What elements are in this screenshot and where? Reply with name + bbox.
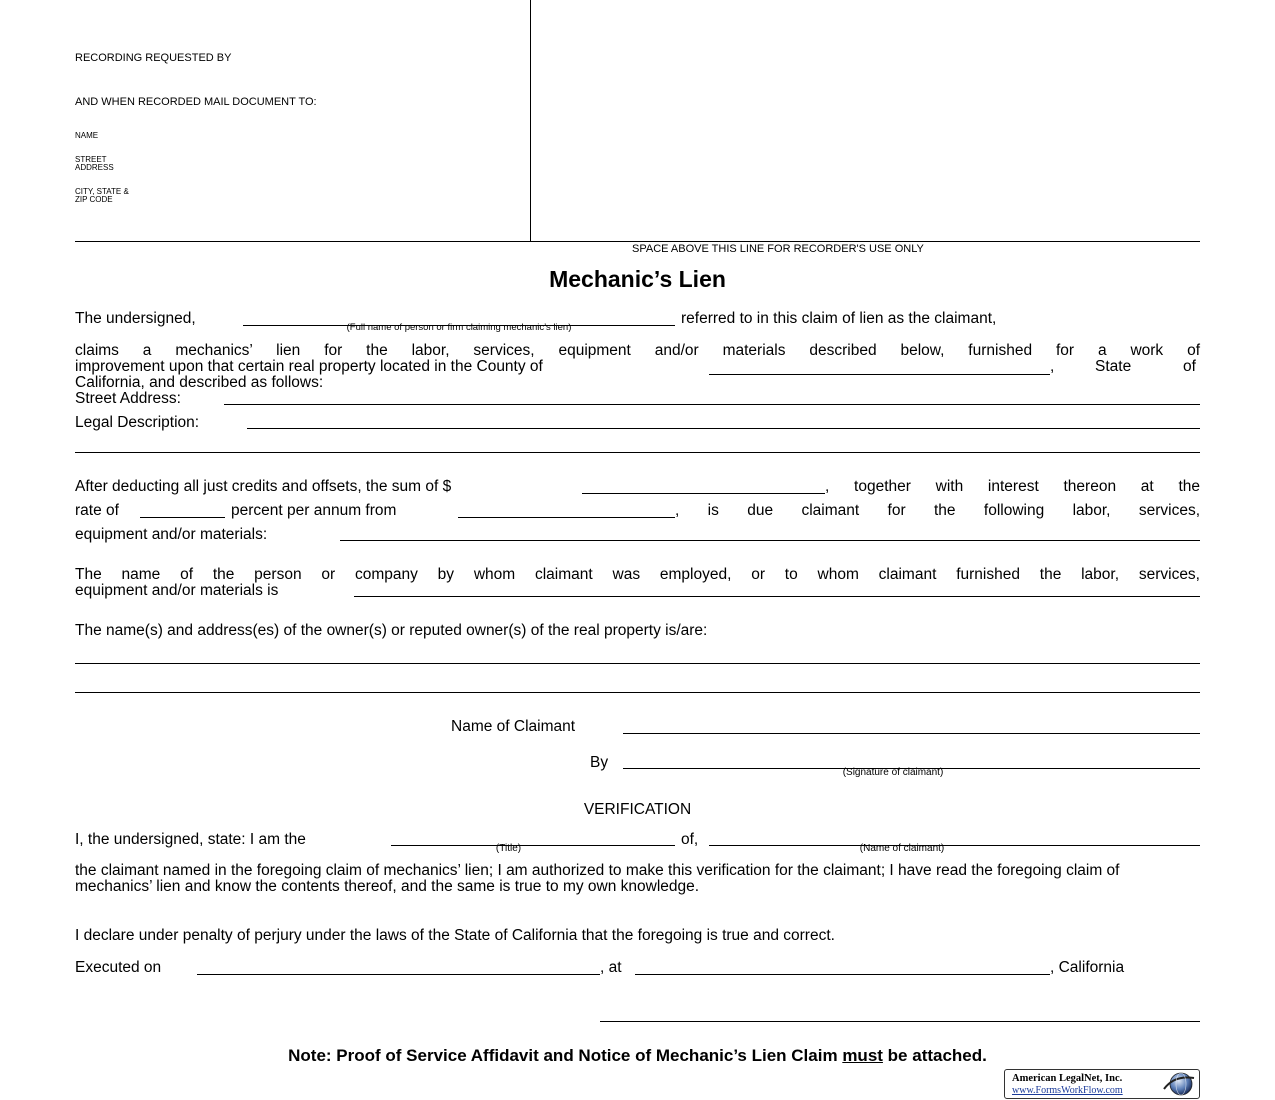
sum-interest-text: , together with interest thereon at the [825, 478, 1200, 495]
executed-place-field[interactable] [635, 956, 1050, 975]
city-label-line1: CITY, STATE & [75, 187, 129, 196]
globe-icon [1162, 1071, 1196, 1097]
sum-amount-field[interactable] [582, 475, 825, 494]
street-address-field[interactable] [224, 386, 1200, 405]
employer-line2: equipment and/or materials is [75, 582, 279, 599]
interest-from-date-field[interactable] [458, 499, 675, 518]
name-of-claimant-field[interactable] [623, 715, 1200, 734]
county-label: improvement upon that certain real property located in the County of [75, 358, 543, 375]
undersigned-label: The undersigned, [75, 310, 196, 327]
rate-of-label: rate of [75, 502, 119, 519]
by-label: By [590, 754, 609, 771]
materials-label: equipment and/or materials: [75, 526, 268, 543]
note-prefix: Note: Proof of Service Affidavit and Notice of Mechanic’s Lien Claim [288, 1046, 838, 1065]
note-suffix: be attached. [887, 1046, 987, 1065]
claim-line3: California, and described as follows: [75, 374, 324, 391]
logo-company: American LegalNet, Inc. [1012, 1073, 1123, 1084]
county-comma: , [1050, 358, 1055, 375]
legal-description-label: Legal Description: [75, 414, 200, 431]
mail-document-to: AND WHEN RECORDED MAIL DOCUMENT TO: [75, 96, 317, 108]
verification-intro: I, the undersigned, state: I am the [75, 831, 306, 848]
city-label-line2: ZIP CODE [75, 195, 113, 204]
owners-label: The name(s) and address(es) of the owner(s) or reputed owner(s) of the real property is/are: [75, 622, 708, 639]
name-label: NAME [75, 131, 99, 140]
california-label: , California [1050, 959, 1125, 976]
header-vertical-divider [530, 0, 531, 242]
note-emphasis: must [842, 1046, 883, 1065]
interest-rate-field[interactable] [140, 499, 225, 518]
state-label: State [1095, 358, 1132, 375]
recorder-space-line [75, 241, 1200, 242]
attachment-note [0, 1046, 1275, 1066]
penalty-declaration: I declare under penalty of perjury under the laws of the State of California that the foregoing is true and correct. [75, 927, 835, 944]
percent-label: percent per annum from [231, 502, 397, 519]
signature-hint: (Signature of claimant) [842, 767, 944, 778]
street-address-label: Street Address: [75, 390, 181, 407]
title-hint: (Title) [495, 843, 522, 854]
logo-website[interactable]: www.FormsWorkFlow.com [1012, 1085, 1123, 1096]
employer-line1: The name of the person or company by whom claimant was employed, or to whom claimant furnished the labor, services, [75, 566, 1200, 583]
claimant-name-hint: (Name of claimant) [859, 843, 945, 854]
verification-paragraph: the claimant named in the foregoing claim of mechanics’ lien; I am authorized to make this verification for the claimant; I have read the foregoing claim of mechanics’ lien and know the contents thereof, and the same is true to my own knowledge. [75, 862, 1120, 895]
verification-of-label: of, [681, 831, 699, 848]
legal-description-field[interactable] [247, 410, 1200, 429]
executed-on-label: Executed on [75, 959, 162, 976]
street-label-line2: ADDRESS [75, 163, 114, 172]
claimant-name-hint: (Full name of person or firm claiming mechanic’s lien) [346, 322, 572, 333]
claimant-suffix: referred to in this claim of lien as the claimant, [681, 310, 997, 327]
claim-line1: claims a mechanics’ lien for the labor, services, equipment and/or materials described below, furnished for a work of [75, 342, 1200, 359]
sum-label: After deducting all just credits and offsets, the sum of $ [75, 478, 452, 495]
recorder-use-note: SPACE ABOVE THIS LINE FOR RECORDER'S USE ONLY [632, 243, 924, 255]
at-label: , at [600, 959, 622, 976]
owners-field-line1[interactable] [75, 645, 1200, 664]
verifier-signature-field[interactable] [600, 1003, 1200, 1022]
street-label-line1: STREET [75, 155, 107, 164]
state-of-label: of [1183, 358, 1196, 375]
employer-field[interactable] [354, 578, 1200, 597]
due-claimant-text: , is due claimant for the following labor, services, [675, 502, 1200, 519]
owners-field-line2[interactable] [75, 674, 1200, 693]
recording-requested-by: RECORDING REQUESTED BY [75, 52, 232, 64]
county-field[interactable] [709, 356, 1050, 375]
legal-description-field-line2[interactable] [75, 434, 1200, 453]
name-of-claimant-label: Name of Claimant [451, 718, 576, 735]
document-title: Mechanic’s Lien [549, 266, 726, 292]
american-legalnet-logo [1004, 1069, 1200, 1099]
verification-heading: VERIFICATION [583, 801, 692, 818]
executed-date-field[interactable] [197, 956, 600, 975]
materials-field[interactable] [340, 522, 1200, 541]
